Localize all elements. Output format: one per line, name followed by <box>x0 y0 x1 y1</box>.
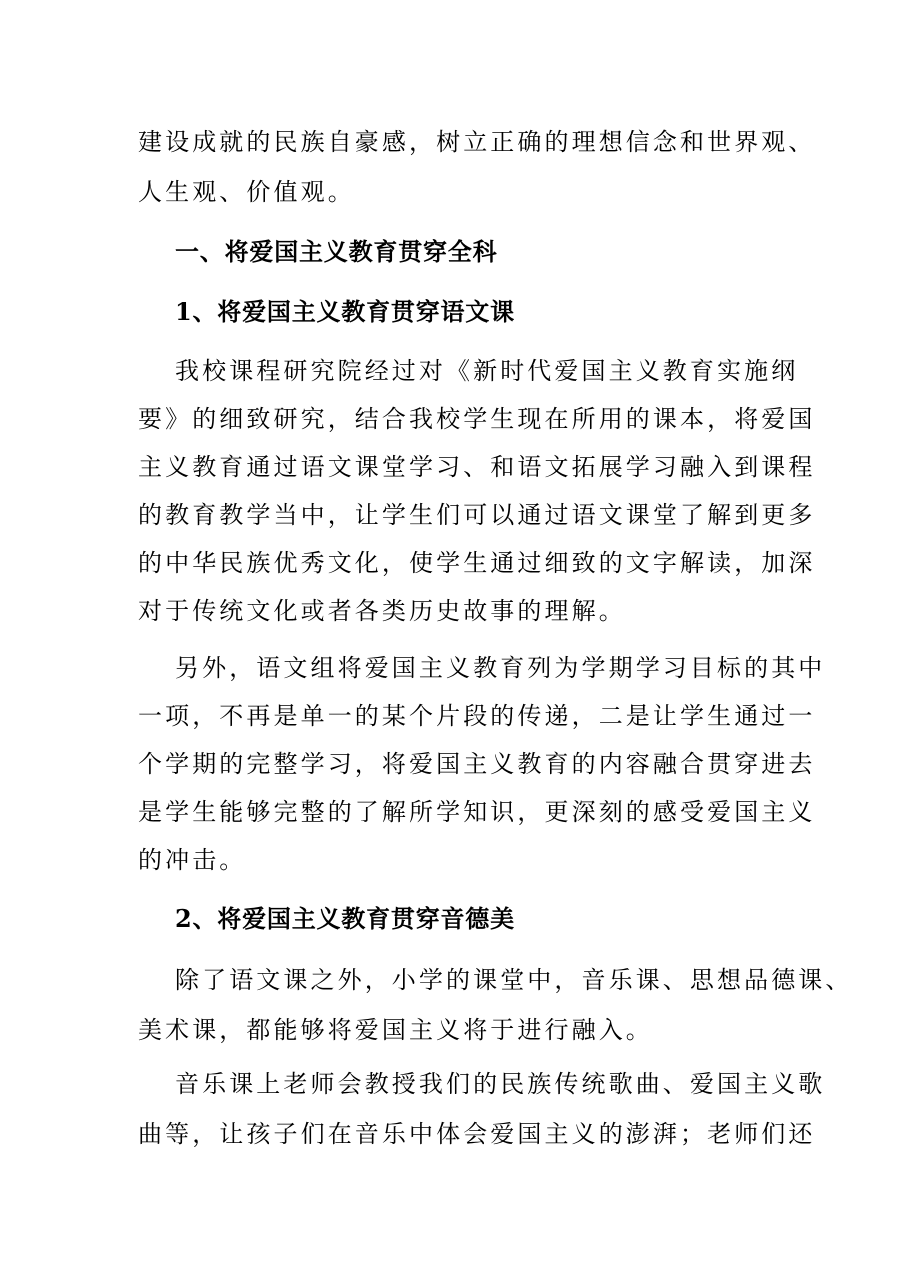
subsection-1-heading: 1、将爱国主义教育贯穿语文课 <box>175 297 515 326</box>
para2-line-3: 个学期的完整学习，将爱国主义教育的内容融合贯穿进去 <box>138 750 816 778</box>
para4-line-1: 音乐课上老师会教授我们的民族传统歌曲、爱国主义歌 <box>175 1070 826 1098</box>
para2-line-5: 的冲击。 <box>138 846 247 874</box>
para3-line-1: 除了语文课之外，小学的课堂中，音乐课、思想品德课、 <box>175 966 853 994</box>
para2-line-2: 一项，不再是单一的某个片段的传递，二是让学生通过一 <box>138 702 816 730</box>
para1-line-4: 的教育教学当中，让学生们可以通过语文课堂了解到更多 <box>138 501 816 529</box>
para2-line-4: 是学生能够完整的了解所学知识，更深刻的感受爱国主义 <box>138 798 816 826</box>
para1-line-1: 我校课程研究院经过对《新时代爱国主义教育实施纲 <box>175 357 799 385</box>
para1-line-3: 主义教育通过语文课堂学习、和语文拓展学习融入到课程 <box>138 453 816 481</box>
intro-line-1: 建设成就的民族自豪感，树立正确的理想信念和世界观、 <box>138 128 816 156</box>
intro-line-2: 人生观、价值观。 <box>138 178 355 206</box>
para2-line-1: 另外，语文组将爱国主义教育列为学期学习目标的其中 <box>175 654 826 682</box>
section-1-heading: 一、将爱国主义教育贯穿全科 <box>175 237 498 266</box>
para4-line-2: 曲等，让孩子们在音乐中体会爱国主义的澎湃；老师们还 <box>138 1120 816 1148</box>
para3-line-2: 美术课，都能够将爱国主义将于进行融入。 <box>138 1016 653 1044</box>
para1-line-2: 要》的细致研究，结合我校学生现在所用的课本，将爱国 <box>138 405 816 433</box>
para1-line-6: 对于传统文化或者各类历史故事的理解。 <box>138 597 626 625</box>
subsection-2-heading: 2、将爱国主义教育贯穿音德美 <box>175 904 515 933</box>
para1-line-5: 的中华民族优秀文化，使学生通过细致的文字解读，加深 <box>138 549 816 577</box>
